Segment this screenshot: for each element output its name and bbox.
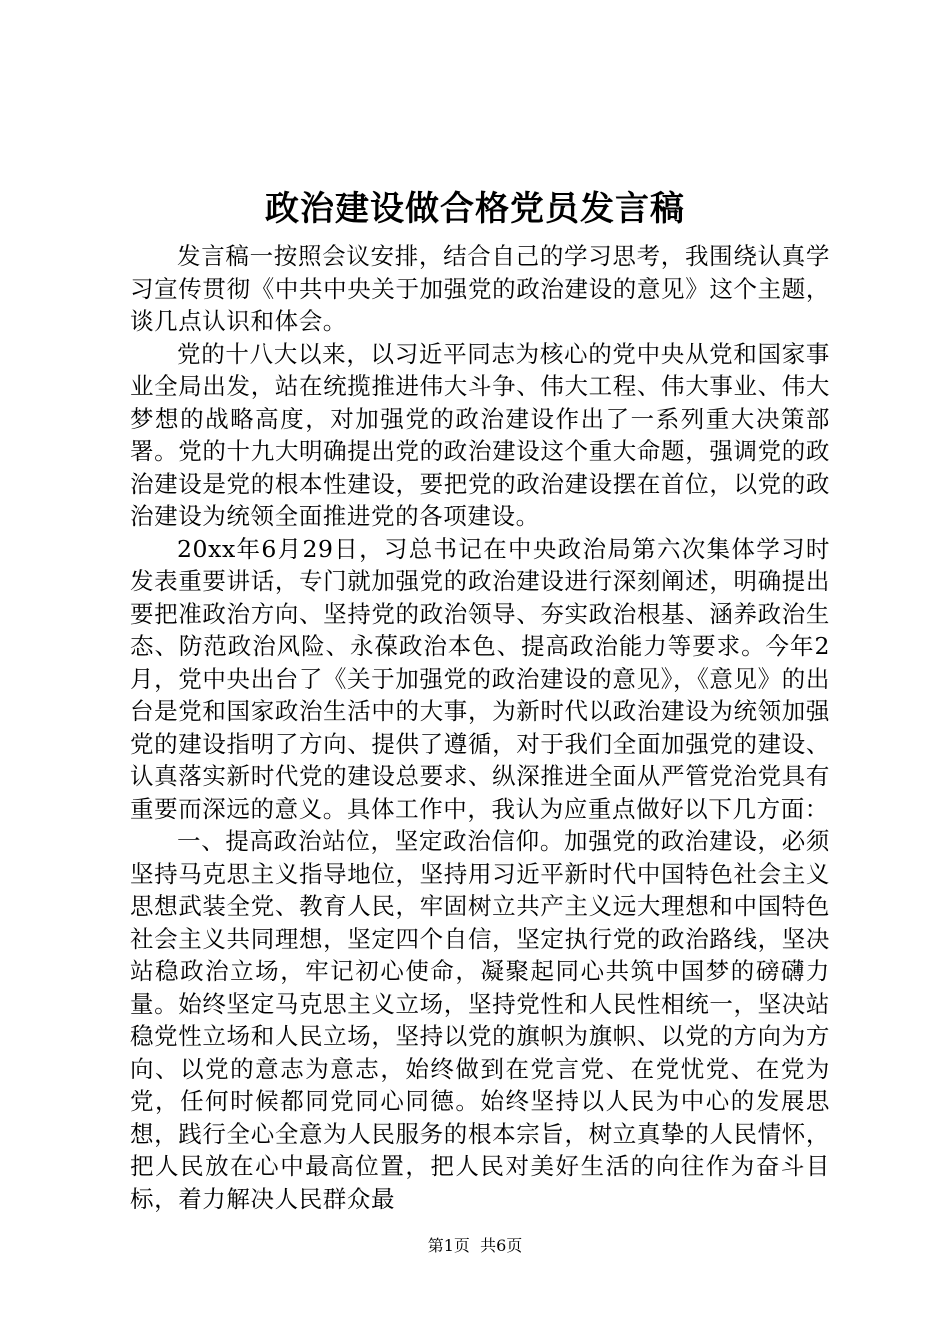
paragraph-3: 20xx年6月29日，习总书记在中央政治局第六次集体学习时发表重要讲话，专门就加强党的政治建设进行深刻阐述，明确提出要把准政治方向、坚持党的政治领导、夯实政治根基、涵养政治生态、防范政治风险、永葆政治本色、提高政治能力等要求。今年2月，党中央出台了《关于加强党的政治建设的意见》，《意见》的出台是党和国家政治生活中的大事，为新时代以政治建设为统领加强党的建设指明了方向、提供了遵循，对于我们全面加强党的建设、认真落实新时代党的建设总要求、纵深推进全面从严管党治党具有重要而深远的意义。具体工作中，我认为应重点做好以下几方面： xyxy=(130,534,830,823)
page-number: 第1页 xyxy=(427,1236,470,1255)
paragraph-4: 一、提高政治站位，坚定政治信仰。加强党的政治建设，必须坚持马克思主义指导地位，坚持用习近平新时代中国特色社会主义思想武装全党、教育人民，牢固树立共产主义远大理想和中国特色社会主义共同理想，坚定四个自信，坚定执行党的政治路线，坚决站稳政治立场，牢记初心使命，凝聚起同心共筑中国梦的磅礴力量。始终坚定马克思主义立场，坚持党性和人民性相统一，坚决站稳党性立场和人民立场，坚持以党的旗帜为旗帜、以党的方向为方向、以党的意志为意志，始终做到在党言党、在党忧党、在党为党，任何时候都同党同心同德。始终坚持以人民为中心的发展思想，践行全心全意为人民服务的根本宗旨，树立真挚的人民情怀，把人民放在心中最高位置，把人民对美好生活的向往作为奋斗目标，着力解决人民群众最 xyxy=(130,827,830,1213)
page-footer xyxy=(0,1235,950,1257)
paragraph-2: 党的十八大以来，以习近平同志为核心的党中央从党和国家事业全局出发，站在统揽推进伟大斗争、伟大工程、伟大事业、伟大梦想的战略高度，对加强党的政治建设作出了一系列重大决策部署。党的十九大明确提出党的政治建设这个重大命题，强调党的政治建设是党的根本性建设，要把党的政治建设摆在首位，以党的政治建设为统领全面推进党的各项建设。 xyxy=(130,339,830,530)
document-title: 政治建设做合格党员发言稿 xyxy=(265,189,685,229)
paragraph-1: 发言稿一按照会议安排，结合自己的学习思考，我围绕认真学习宣传贯彻《中共中央关于加强党的政治建设的意见》这个主题，谈几点认识和体会。 xyxy=(130,242,830,335)
document-body xyxy=(130,240,830,1215)
page-total: 共6页 xyxy=(480,1236,523,1255)
